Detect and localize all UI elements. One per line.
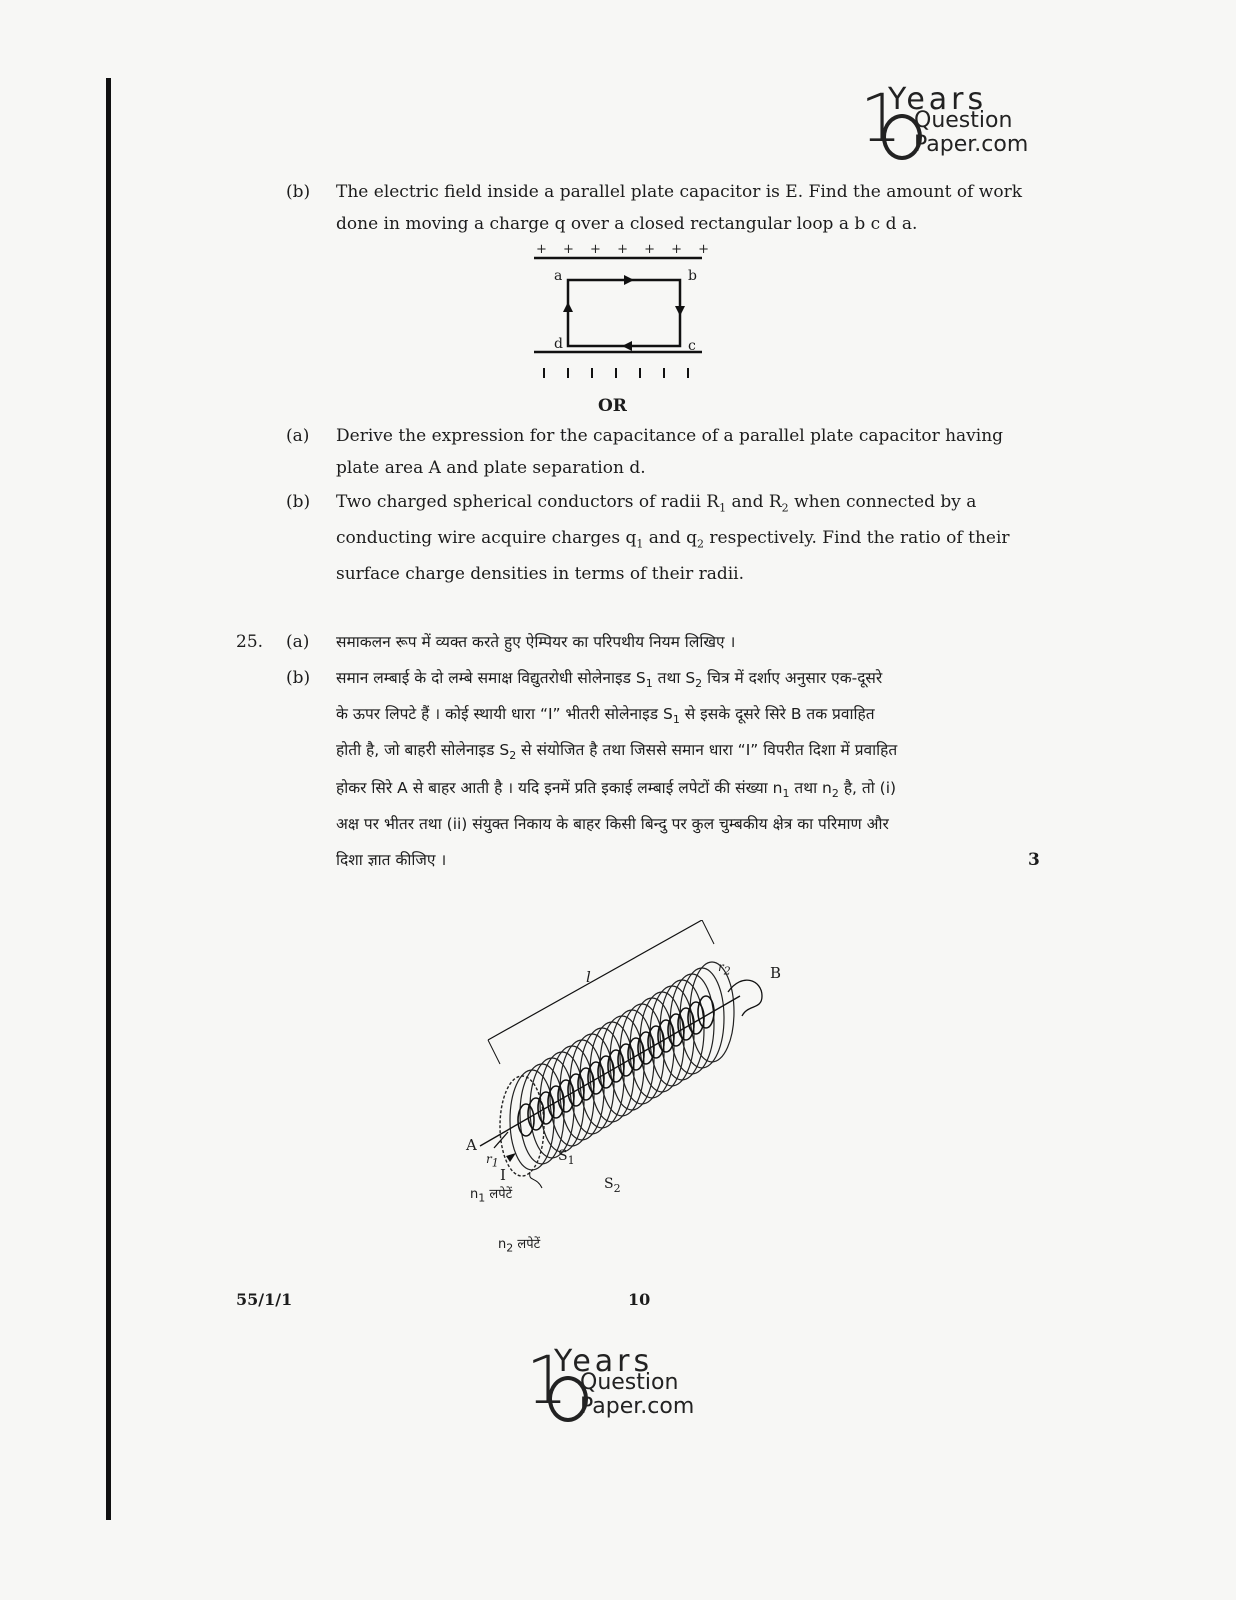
paper-code: 55/1/1 bbox=[236, 1290, 293, 1309]
logo-digit-one: 1 bbox=[860, 80, 902, 157]
q25-a-text: समाकलन रूप में व्यक्त करते हुए ऐम्पियर का परिपथीय नियम लिखिए । bbox=[336, 633, 736, 651]
logo-word-years: Years bbox=[888, 82, 988, 117]
coaxial-solenoid-diagram bbox=[470, 920, 800, 1220]
length-left-tick bbox=[488, 1040, 500, 1064]
logo-word-years: Years bbox=[554, 1344, 654, 1379]
q25-marks: 3 bbox=[1028, 850, 1040, 870]
corner-label-d: d bbox=[554, 336, 563, 352]
current-label: I bbox=[500, 1166, 506, 1184]
q24or-a-line1: Derive the expression for the capacitance of a parallel plate capacitor having bbox=[336, 426, 1004, 446]
solenoid-axis bbox=[480, 996, 740, 1146]
q25-b-line5: अक्ष पर भीतर तथा (ii) संयुक्त निकाय के बाहर किसी बिन्दु पर कुल चुम्बकीय क्षेत्र का परिमाण और bbox=[336, 815, 889, 833]
arrow-d-to-a bbox=[563, 302, 573, 312]
logo-word-question: Question bbox=[914, 108, 1013, 133]
end-a-label: A bbox=[466, 1136, 477, 1154]
site-logo-bottom bbox=[524, 1342, 724, 1446]
logo-word-paper: Paper.com bbox=[914, 132, 1029, 157]
q24b-line1: The electric field inside a parallel plate capacitor is E. Find the amount of work bbox=[336, 182, 1023, 202]
logo-word-paper: Paper.com bbox=[580, 1394, 695, 1419]
solenoid-s2-label: $S_2$ bbox=[604, 1176, 621, 1195]
q25-b-line6: दिशा ज्ञात कीजिए । bbox=[336, 851, 447, 869]
radius-r2-label: $r_2$ bbox=[718, 960, 731, 978]
n2-pointer bbox=[530, 1172, 542, 1188]
n2-turns-label: $n_2$ लपेटें bbox=[498, 1237, 541, 1255]
q25-b-label: (b) bbox=[286, 668, 311, 688]
corner-label-c: c bbox=[688, 338, 696, 354]
site-logo-top bbox=[858, 80, 1058, 184]
page-number: 10 bbox=[628, 1290, 651, 1309]
margin-bar bbox=[106, 78, 111, 1520]
corner-label-a: a bbox=[554, 268, 563, 284]
rectangular-loop bbox=[568, 280, 680, 346]
q25-b-line3: होती है, जो बाहरी सोलेनाइड $S_2$ से संयोजित है तथा जिससे समान धारा “I” विपरीत दिशा में प्रवाहित bbox=[336, 741, 898, 763]
positive-plate-signs: + + + + + + + bbox=[536, 242, 716, 257]
q25-b-line4: होकर सिरे A से बाहर आती है । यदि इनमें प्रति इकाई लम्बाई लपेटों की संख्या $n_1$ तथा $n_2$ है, तो (i) bbox=[336, 779, 897, 801]
solenoid-s1-label: $S_1$ bbox=[558, 1148, 575, 1167]
q24b-label: (b) bbox=[286, 182, 311, 202]
arrow-c-to-d bbox=[622, 341, 632, 351]
q25-a-label: (a) bbox=[286, 632, 310, 652]
end-b-label: B bbox=[770, 964, 782, 982]
radius-r1-label: $r_1$ bbox=[486, 1152, 499, 1170]
logo-word-question: Question bbox=[580, 1370, 679, 1395]
q25-number: 25. bbox=[236, 632, 264, 652]
corner-label-b: b bbox=[688, 268, 697, 284]
negative-plate-signs bbox=[544, 368, 688, 378]
q24or-a-line2: plate area A and plate separation d. bbox=[336, 458, 646, 478]
q25-b-line2: के ऊपर लिपटे हैं । कोई स्थायी धारा “I” भीतरी सोलेनाइड $S_1$ से इसके दूसरे सिरे B तक प्रवाहित bbox=[336, 705, 875, 727]
or-separator: OR bbox=[598, 396, 627, 416]
arrow-a-to-b bbox=[624, 275, 634, 285]
arrow-b-to-c bbox=[675, 306, 685, 316]
logo-digit-one: 1 bbox=[526, 1342, 568, 1419]
n1-turns-label: $n_1$ लपेटें bbox=[470, 1187, 513, 1205]
q24or-b-label: (b) bbox=[286, 492, 311, 512]
q24or-a-label: (a) bbox=[286, 426, 310, 446]
q24or-b-line3: surface charge densities in terms of their radii. bbox=[336, 564, 745, 584]
length-label: l bbox=[586, 968, 591, 986]
q24or-b-line1: Two charged spherical conductors of radii $R_1$ and $R_2$ when connected by a bbox=[336, 492, 977, 515]
outer-solenoid-coils bbox=[500, 962, 734, 1176]
current-arrow bbox=[506, 1153, 516, 1162]
q24or-b-line2: conducting wire acquire charges $q_1$ and $q_2$ respectively. Find the ratio of their bbox=[336, 528, 1010, 551]
length-right-tick bbox=[702, 920, 714, 944]
q24b-line2: done in moving a charge q over a closed rectangular loop a b c d a. bbox=[336, 214, 918, 234]
q25-b-line1: समान लम्बाई के दो लम्बे समाक्ष विद्युतरोधी सोलेनाइड $S_1$ तथा $S_2$ चित्र में दर्शाए अनुसार एक-दूसरे bbox=[336, 669, 883, 691]
